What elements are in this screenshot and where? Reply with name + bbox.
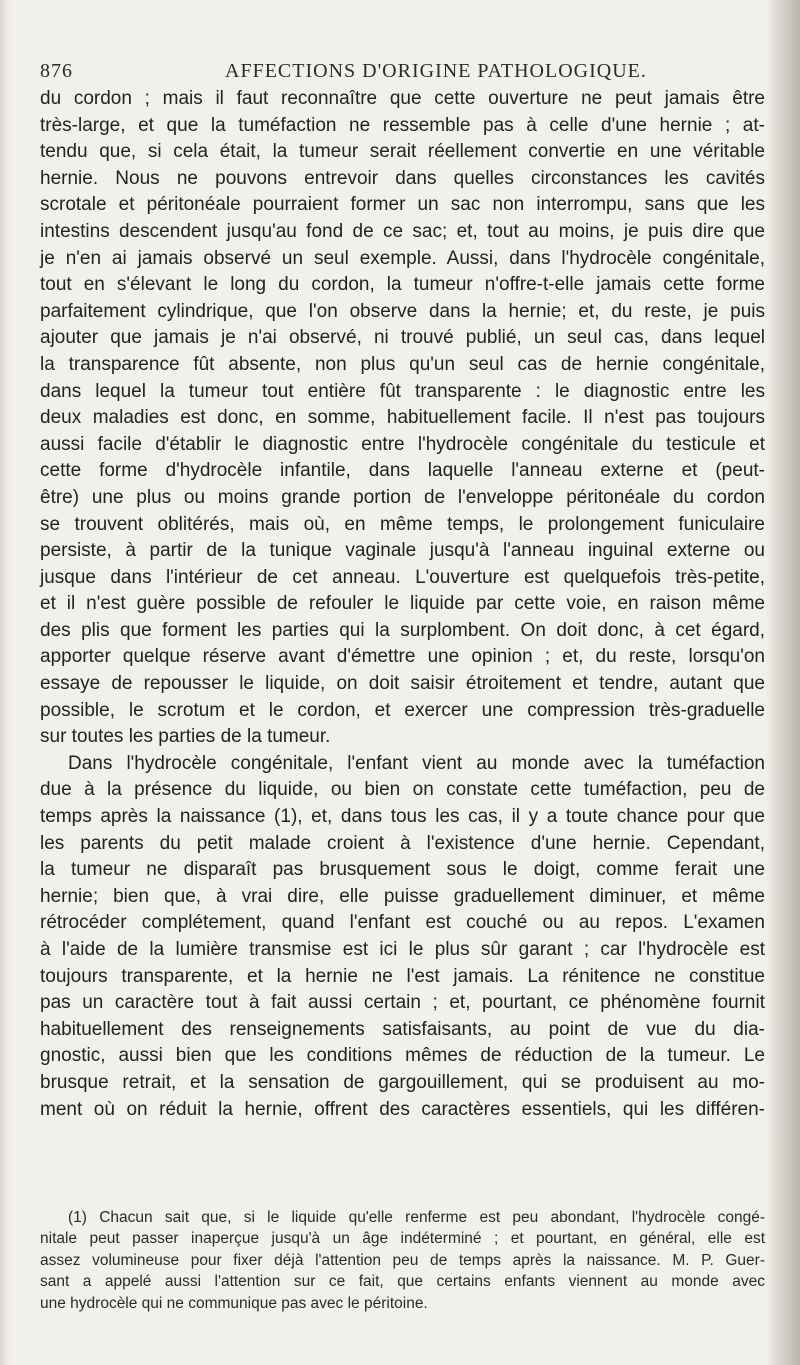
body-line: possible, le scrotum et le cordon, et exercer une compression très-graduelle bbox=[40, 699, 765, 721]
body-line: brusque retrait, et la sensation de gargouillement, qui se produisent au mo- bbox=[40, 1071, 765, 1093]
body-line: hernie. Nous ne pouvons entrevoir dans quelles circonstances les cavités bbox=[40, 167, 765, 189]
body-line: la transparence fût absente, non plus qu'un seul cas de hernie congénitale, bbox=[40, 353, 765, 375]
body-line: sur toutes les parties de la tumeur. bbox=[40, 726, 331, 748]
body-line: et il n'est guère possible de refouler le liquide par cette voie, en raison même bbox=[40, 593, 765, 615]
page-right-shadow bbox=[766, 0, 800, 1365]
page-left-shadow bbox=[0, 0, 10, 1365]
body-line: rétrocéder complétement, quand l'enfant est couché ou au repos. L'examen bbox=[40, 912, 765, 934]
body-line: être) une plus ou moins grande portion de l'enveloppe péritonéale du cordon bbox=[40, 486, 765, 508]
body-line: très-large, et que la tuméfaction ne ressemble pas à celle d'une hernie ; at- bbox=[40, 114, 765, 136]
body-line: la tumeur ne disparaît pas brusquement sous le doigt, comme ferait une bbox=[40, 859, 765, 881]
footnote-block bbox=[40, 1207, 765, 1314]
body-line: je n'en ai jamais observé un seul exemple. Aussi, dans l'hydrocèle congénitale, bbox=[40, 247, 765, 269]
body-line: aussi facile d'établir le diagnostic entre l'hydrocèle congénitale du testicule et bbox=[40, 433, 765, 455]
body-line: cette forme d'hydrocèle infantile, dans laquelle l'anneau externe et (peut- bbox=[40, 460, 765, 482]
body-line: due à la présence du liquide, ou bien on constate cette tuméfaction, peu de bbox=[40, 779, 765, 801]
footnote-line: (1) Chacun sait que, si le liquide qu'elle renferme est peu abondant, l'hydrocèle congé- bbox=[68, 1209, 765, 1226]
body-line: des plis que forment les parties qui la surplombent. On doit donc, à cet égard, bbox=[40, 619, 765, 641]
body-line: gnostic, aussi bien que les conditions mêmes de réduction de la tumeur. Le bbox=[40, 1045, 765, 1067]
footnote-line: nitale peut passer inaperçue jusqu'à un âge indéterminé ; et pourtant, en général, elle est bbox=[40, 1230, 765, 1248]
body-line: parfaitement cylindrique, que l'on observe dans la hernie; et, du reste, je puis bbox=[40, 300, 765, 322]
footnote-line: assez volumineuse pour fixer déjà l'attention peu de temps après la naissance. M. P. Guer- bbox=[40, 1251, 765, 1269]
body-line: du cordon ; mais il faut reconnaître que cette ouverture ne peut jamais être bbox=[40, 88, 765, 109]
body-line: apporter quelque réserve avant d'émettre une opinion ; et, du reste, lorsqu'on bbox=[40, 646, 765, 668]
body-line: scrotale et péritonéale pourraient former un sac non interrompu, sans que les bbox=[40, 194, 765, 216]
body-line: essaye de repousser le liquide, on doit saisir étroitement et tendre, autant que bbox=[40, 673, 765, 695]
body-line: jusque dans l'intérieur de cet anneau. L'ouverture est quelquefois très-petite, bbox=[40, 566, 765, 588]
body-line: deux maladies est donc, en somme, habituellement facile. Il n'est pas toujours bbox=[40, 407, 765, 429]
footnote-line: sant a appelé aussi l'attention sur ce fait, que certains enfants viennent au monde avec bbox=[40, 1273, 765, 1291]
body-line: se trouvent oblitérés, mais où, en même temps, le prolongement funiculaire bbox=[40, 513, 765, 535]
body-line: dans lequel la tumeur tout entière fût transparente : le diagnostic entre les bbox=[40, 380, 765, 402]
body-line: pas un caractère tout à fait aussi certain ; et, pourtant, ce phénomène fournit bbox=[40, 992, 765, 1014]
body-line: tout en s'élevant le long du cordon, la tumeur n'offre-t-elle jamais cette forme bbox=[40, 274, 765, 296]
body-line: temps après la naissance (1), et, dans tous les cas, il y a toute chance pour que bbox=[40, 806, 765, 828]
running-title: AFFECTIONS D'ORIGINE PATHOLOGIQUE. bbox=[225, 60, 647, 82]
body-line: persiste, à partir de la tunique vaginale jusqu'à l'anneau inguinal externe ou bbox=[40, 540, 765, 562]
body-line: toujours transparente, et la hernie ne l'est jamais. La rénitence ne constitue bbox=[40, 965, 765, 987]
body-line: tendu que, si cela était, la tumeur serait réellement convertie en une véritable bbox=[40, 141, 765, 163]
page-number: 876 bbox=[40, 60, 73, 82]
body-line: habituellement des renseignements satisfaisants, au point de vue du dia- bbox=[40, 1018, 765, 1040]
body-line: ajouter que jamais je n'ai observé, ni trouvé publié, un seul cas, dans lequel bbox=[40, 327, 765, 349]
body-line: hernie; bien que, à vrai dire, elle puisse graduellement diminuer, et même bbox=[40, 885, 765, 907]
body-line: intestins descendent jusqu'au fond de ce sac; et, tout au moins, je puis dire que bbox=[40, 220, 765, 242]
body-text bbox=[40, 86, 765, 1123]
body-line: ment où on réduit la hernie, offrent des caractères essentiels, qui les différen- bbox=[40, 1098, 765, 1120]
body-line: à l'aide de la lumière transmise est ici le plus sûr garant ; car l'hydrocèle est bbox=[40, 939, 765, 960]
footnote-line: une hydrocèle qui ne communique pas avec le péritoine. bbox=[40, 1294, 428, 1312]
body-line: Dans l'hydrocèle congénitale, l'enfant vient au monde avec la tuméfaction bbox=[68, 752, 765, 774]
body-line: les parents du petit malade croient à l'existence d'une hernie. Cependant, bbox=[40, 832, 765, 854]
